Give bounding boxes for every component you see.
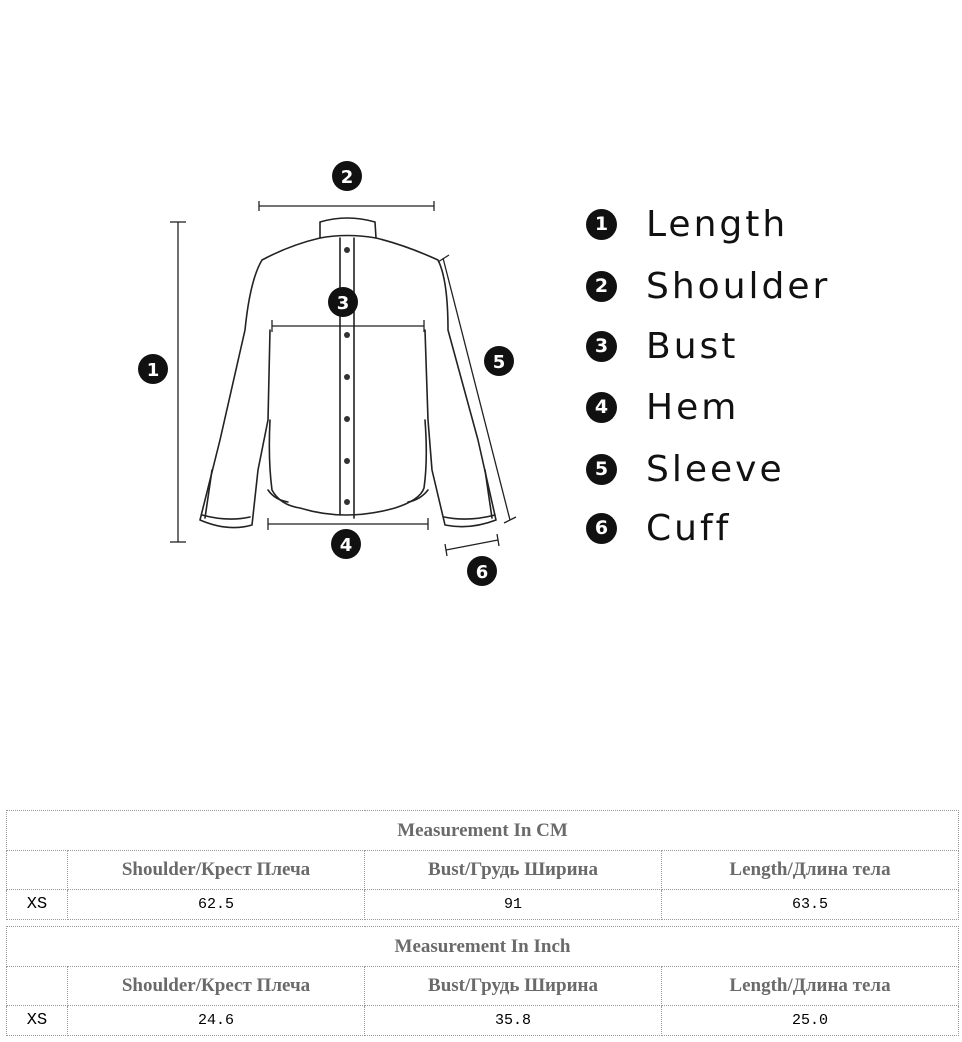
legend-item-length	[586, 204, 788, 244]
value-cell: 25.0	[662, 1006, 959, 1036]
shirt-outline	[200, 218, 496, 528]
legend-label: Sleeve	[646, 448, 785, 490]
legend-number: 4	[586, 392, 617, 423]
column-header: Bust/Грудь Ширина	[365, 851, 662, 890]
size-header-cell	[7, 851, 68, 890]
marker-4	[331, 529, 361, 559]
value-cell: 24.6	[68, 1006, 365, 1036]
value-cell: 91	[365, 890, 662, 920]
column-header: Shoulder/Крест Плеча	[68, 967, 365, 1006]
svg-text:2: 2	[340, 167, 354, 188]
column-header: Length/Длина тела	[662, 851, 959, 890]
table-header-row	[7, 967, 959, 1006]
size-table-inch	[6, 926, 959, 1036]
marker-3	[328, 287, 358, 317]
svg-text:3: 3	[336, 293, 350, 314]
legend-number: 5	[586, 454, 617, 485]
table-row	[7, 1006, 959, 1036]
size-header-cell	[7, 967, 68, 1006]
column-header: Shoulder/Крест Плеча	[68, 851, 365, 890]
svg-text:4: 4	[339, 535, 353, 556]
legend-number: 2	[586, 271, 617, 302]
svg-text:1: 1	[146, 360, 160, 381]
legend-number: 3	[586, 331, 617, 362]
measurement-lines	[170, 201, 516, 556]
legend-label: Cuff	[646, 507, 732, 549]
legend-label: Hem	[646, 386, 740, 428]
legend-item-shoulder	[586, 266, 830, 306]
legend-number: 6	[586, 513, 617, 544]
legend-label: Length	[646, 203, 789, 245]
column-header: Bust/Грудь Ширина	[365, 967, 662, 1006]
legend-item-sleeve	[586, 449, 785, 489]
size-cell: XS	[7, 1006, 68, 1036]
legend-item-hem	[586, 387, 739, 427]
marker-1	[138, 354, 168, 384]
value-cell: 62.5	[68, 890, 365, 920]
table-row	[7, 890, 959, 920]
table-title: Measurement In Inch	[7, 927, 959, 967]
marker-6	[467, 556, 497, 586]
legend-item-cuff	[586, 508, 731, 548]
size-table-cm	[6, 810, 959, 920]
column-header: Length/Длина тела	[662, 967, 959, 1006]
table-title: Measurement In CM	[7, 811, 959, 851]
size-cell: XS	[7, 890, 68, 920]
table-header-row	[7, 851, 959, 890]
svg-text:6: 6	[475, 562, 489, 583]
legend-number: 1	[586, 209, 617, 240]
legend-item-bust	[586, 326, 738, 366]
marker-2	[332, 161, 362, 191]
svg-text:5: 5	[492, 352, 506, 373]
value-cell: 63.5	[662, 890, 959, 920]
shirt-buttons	[344, 247, 350, 505]
legend-label: Shoulder	[646, 265, 831, 307]
legend-label: Bust	[646, 325, 739, 367]
value-cell: 35.8	[365, 1006, 662, 1036]
marker-5	[484, 346, 514, 376]
